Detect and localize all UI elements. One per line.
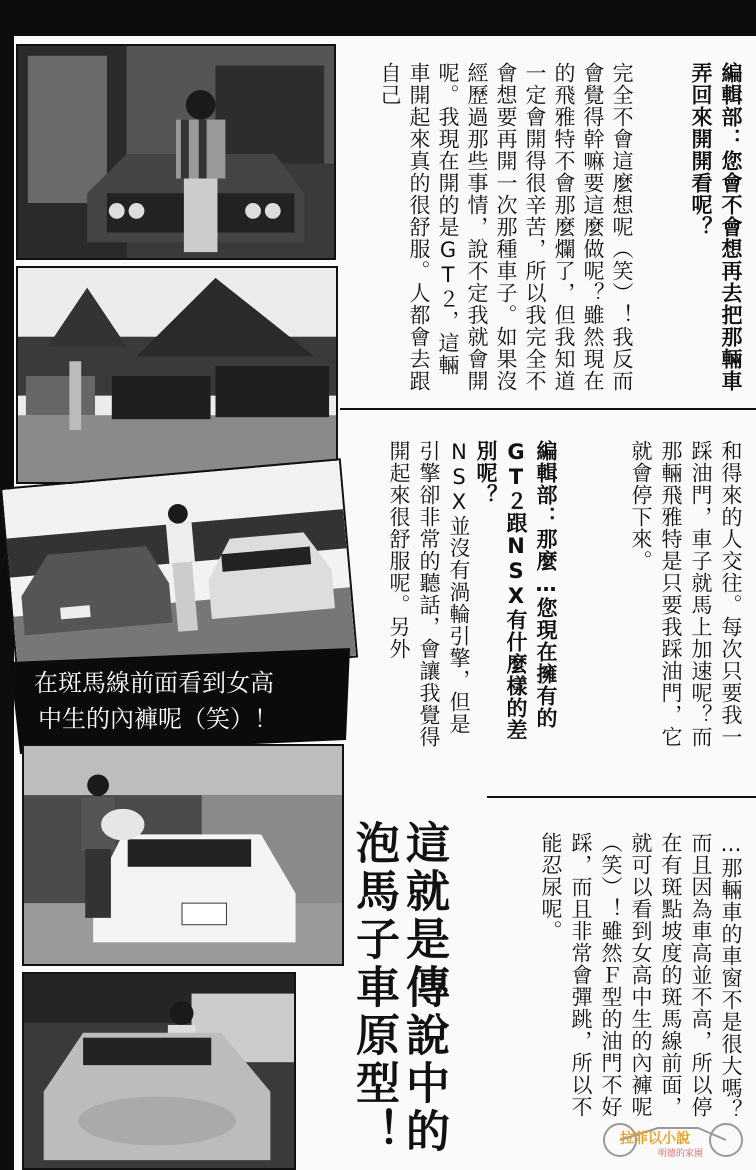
answer-1-continued: 和得來的人交往。每次只要我一踩油門，車子就馬上加速呢？而那輛飛雅特是只要我踩油門，它就會停下來。 xyxy=(629,440,743,748)
divider-1 xyxy=(340,408,756,410)
answer-2-text: NSX並沒有渦輪引擎，但是引擎卻非常的聽話，會讓我覺得開起來很舒服呢。另外 xyxy=(387,440,471,748)
photo-man-with-old-car xyxy=(16,44,336,260)
watermark-sub-text: 明德的家園 xyxy=(658,1149,704,1159)
headline-text-col2: 泡馬子車原型！ xyxy=(348,820,399,1156)
photo-three-cars xyxy=(16,266,338,484)
photo-man-with-porsche xyxy=(22,972,296,1170)
caption-line-1: 在斑馬線前面看到女高 xyxy=(34,669,274,697)
photo-caption-banner xyxy=(10,648,350,754)
question-1-text: 編輯部：您會不會想再去把那輛車弄回來開開看呢？ xyxy=(689,62,743,392)
answer-3-text: …那輛車的車窗不是很大嗎？而且因為車高並不高，所以停在有斑點坡度的斑馬線前面，就可以看到女高中生的內褲呢（笑）！雖然Ｆ型的油門不好踩，而且非常會彈跳，所以不能忍尿呢。 xyxy=(539,832,743,1121)
top-black-band xyxy=(0,0,756,36)
answer-1-text: 完全不會這麼想呢（笑）！我反而會覺得幹嘛要這麼做呢？雖然現在的飛雅特不會那麼爛了，但我知道一定會開得很辛苦，所以我完全不會想要再開一次那種車子。如果沒經歷過那些事情，說不定我就會開呢。我現在開的是GT２，這輛車開起來真的很舒服。人都會去跟自己 xyxy=(378,62,634,392)
question-2-text: 編輯部：那麼…您現在擁有的GT２跟NSX有什麼樣的差別呢？ xyxy=(474,440,558,741)
photo-man-with-white-nsx xyxy=(22,744,344,966)
site-watermark xyxy=(598,1110,748,1160)
divider-2 xyxy=(487,796,756,798)
watermark-main-text: 拉菲以小說 xyxy=(620,1131,690,1147)
caption-line-2: 中生的內褲呢（笑）！ xyxy=(38,705,278,733)
headline-text-col1: 這就是傳說中的 xyxy=(398,820,449,1156)
